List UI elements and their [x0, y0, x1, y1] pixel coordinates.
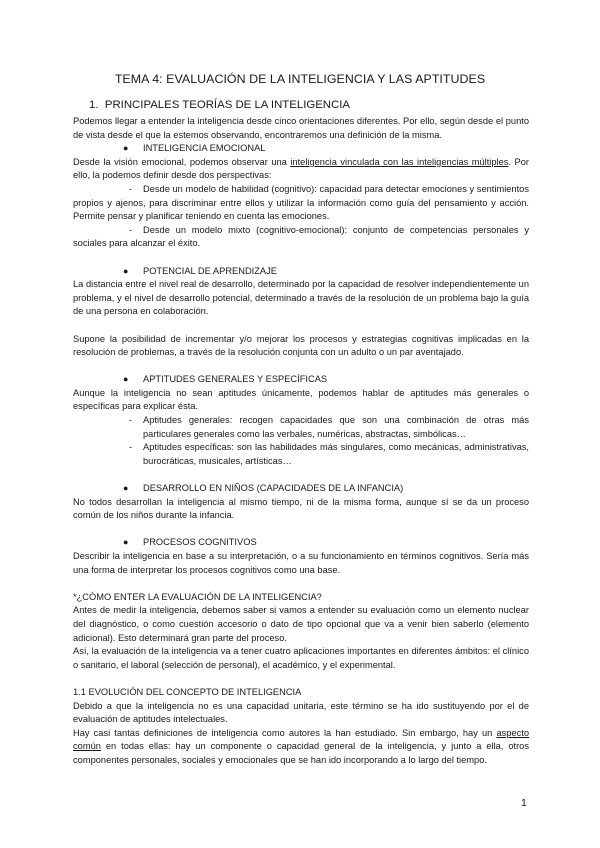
bullet-icon: ●	[123, 265, 129, 276]
aptitudes-paragraph: Aunque la inteligencia no sean aptitudes únicamente, podemos hablar de aptitudes más generales o específicas para explicar ésta.	[73, 387, 529, 412]
emocional-paragraph	[73, 156, 529, 183]
bullet-icon: ●	[123, 374, 129, 385]
dash-text: Aptitudes generales: recogen capacidades que son una combinación de otras más particulares generales como las verbales, numéricas, abstractas, simbólicas…	[143, 415, 529, 439]
bullet-heading-procesos	[73, 536, 529, 550]
bullet-heading-aptitudes	[73, 373, 529, 387]
como-paragraph-2: Así, la evaluación de la inteligencia va a tener cuatro aplicaciones importantes en diferentes ámbitos: el clínico o sanitario, el laboral (selección de personal), el académico, y el experimental.	[73, 646, 529, 670]
bullet-heading-potencial	[73, 265, 529, 279]
document-title: TEMA 4: EVALUACIÓN DE LA INTELIGENCIA Y LAS APTITUDES	[114, 72, 486, 86]
bullet-heading-text: INTELIGENCIA EMOCIONAL	[143, 143, 266, 154]
dash-icon: -	[129, 183, 133, 194]
bullet-heading-text: POTENCIAL DE APRENDIZAJE	[143, 265, 277, 276]
page-number: 1	[521, 797, 527, 809]
dash-text: Desde un modelo de habilidad (cognitivo): capacidad para detectar emociones y sentimientos propios y ajenos, para discriminar entre ellos y utilizar la información como guía del pensamiento y acción. Permite pensar y planificar teniendo en cuenta las emociones.	[73, 183, 529, 222]
dash-text: Desde un modelo mixto (cognitivo-emocional): conjunto de competencias personales y sociales para alcanzar el éxito.	[73, 224, 529, 249]
evolucion-heading: 1.1 EVOLUCIÓN DEL CONCEPTO DE INTELIGENCIA	[73, 686, 302, 697]
potencial-paragraph-1: La distancia entre el nivel real de desarrollo, determinado por la capacidad de resolver independientemente un problema, y el nivel de desarrollo potencial, determinado a través de la resolución de un problema bajo la guía de una persona en colaboración.	[73, 279, 529, 317]
desarrollo-paragraph: No todos desarrollan la inteligencia al mismo tiempo, ni de la misma forma, aunque sí se da un proceso común de los niños durante la infancia.	[73, 496, 529, 521]
como-paragraph-1: Antes de medir la inteligencia, debemos saber si vamos a entender su evaluación como un elemento nuclear del diagnóstico, o como cuestión accesorio o dato de tipo opcional que va a venir bien saberlo (elemento adicional). Esto determinará gran parte del proceso.	[73, 605, 529, 643]
como-heading: *¿CÓMO ENTER LA EVALUACIÓN DE LA INTELIGENCIA?	[73, 591, 322, 602]
bullet-heading-emocional	[73, 142, 529, 156]
procesos-paragraph: Describir la inteligencia en base a su interpretación, o a su funcionamiento en términos cognitivos. Sería más una forma de interpretar los procesos cognitivos como una base.	[73, 551, 529, 575]
bullet-icon: ●	[123, 143, 129, 154]
dash-item-especificas	[73, 441, 529, 468]
emocional-text-post: . Por ello, la podemos definir desde dos perspectivas:	[73, 156, 529, 181]
dash-item-habilidad	[73, 183, 529, 224]
dash-icon: -	[129, 224, 133, 235]
bullet-icon: ●	[123, 537, 129, 548]
dash-icon: -	[129, 415, 133, 426]
evolucion-text-pre: Hay casi tantas definiciones de inteligencia como autores la han estudiado. Sin embargo, hay un	[73, 727, 497, 738]
bullet-heading-text: DESARROLLO EN NIÑOS (CAPACIDADES DE LA INFANCIA)	[143, 483, 404, 494]
section-heading-1	[89, 99, 350, 111]
dash-item-generales	[73, 414, 529, 441]
evolucion-paragraph-2	[73, 727, 529, 768]
document-body	[73, 115, 529, 768]
bullet-heading-text: APTITUDES GENERALES Y ESPECÍFICAS	[143, 374, 328, 385]
emocional-underlined: inteligencia vinculada con las inteligencias múltiples	[290, 156, 509, 167]
section-heading-text: PRINCIPALES TEORÍAS DE LA INTELIGENCIA	[104, 99, 351, 111]
emocional-text-pre: Desde la visión emocional, podemos observar una	[73, 156, 291, 167]
dash-item-mixto	[73, 224, 529, 251]
intro-paragraph: Podemos llegar a entender la inteligencia desde cinco orientaciones diferentes. Por ello, según desde el punto de vista desde el que la estemos observando, encontraremos una definición de la misma.	[73, 116, 529, 140]
dash-text: Aptitudes específicas: son las habilidades más singulares, como mecánicas, administrativas, burocráticas, musicales, artísticas…	[143, 442, 529, 466]
potencial-paragraph-2: Supone la posibilidad de incrementar y/o mejorar los procesos y estrategias cognitivas implicadas en la resolución de problemas, a través de la resolución conjunta con un adulto o un par aventajado.	[73, 333, 529, 358]
dash-icon: -	[129, 442, 133, 453]
bullet-heading-desarrollo	[73, 482, 529, 496]
section-number: 1.	[89, 99, 99, 111]
evolucion-paragraph-1: Debido a que la inteligencia no es una capacidad unitaria, este término se ha ido sustituyendo por el de evaluación de aptitudes intelectuales.	[73, 700, 529, 725]
evolucion-underlined: aspecto común	[73, 727, 529, 752]
evolucion-text-post: en todas ellas: hay un componente o capacidad general de la inteligencia, y junto a ella, otros componentes personales, sociales y emocionales que se han ido incorporando a lo largo del tiempo.	[73, 741, 529, 765]
bullet-heading-text: PROCESOS COGNITIVOS	[143, 537, 257, 548]
bullet-icon: ●	[123, 483, 129, 494]
